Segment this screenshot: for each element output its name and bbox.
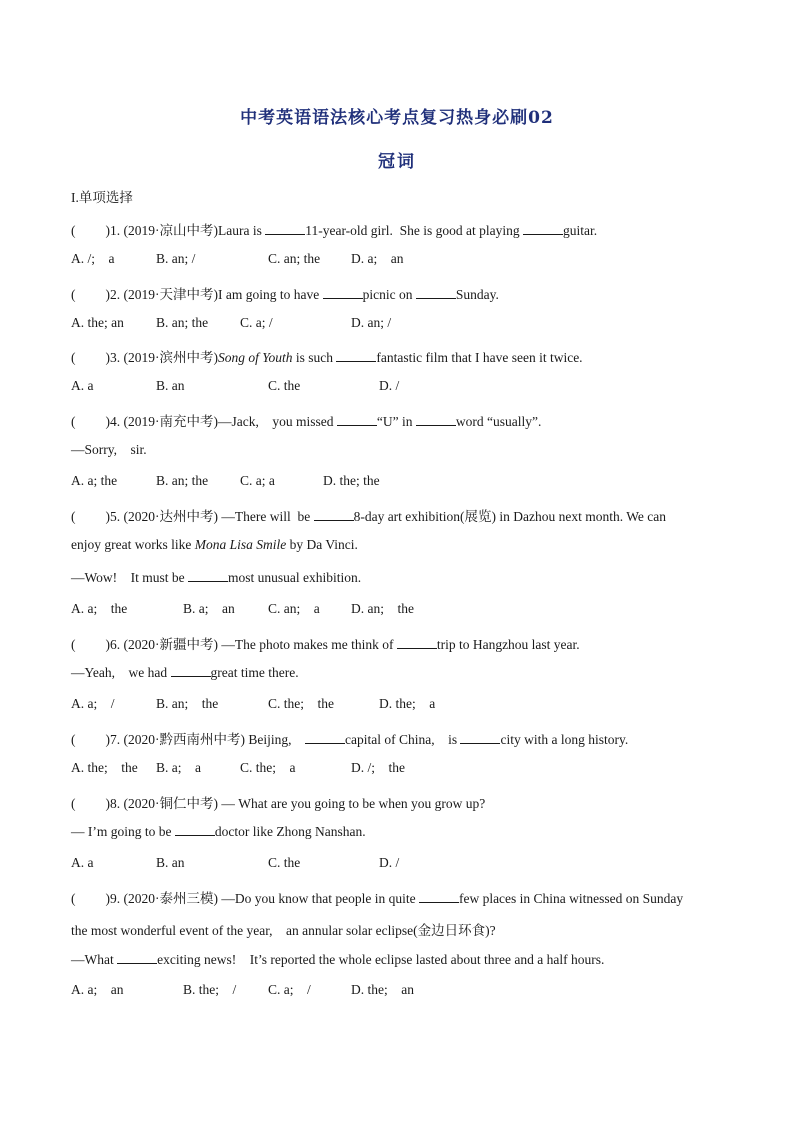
option-a[interactable]: A. a; an xyxy=(71,982,124,997)
option-a[interactable]: A. the; an xyxy=(71,315,124,330)
option-c[interactable]: C. the xyxy=(268,855,301,870)
question-9-options xyxy=(71,982,731,998)
option-b[interactable]: B. an; the xyxy=(156,473,209,488)
answer-blank[interactable] xyxy=(419,890,459,903)
option-a[interactable]: A. a xyxy=(71,855,94,870)
option-d[interactable]: D. a; an xyxy=(351,251,404,266)
option-b[interactable]: B. an; the xyxy=(156,696,219,711)
option-c[interactable]: C. an; a xyxy=(268,601,320,616)
question-6-options xyxy=(71,696,731,712)
answer-blank[interactable] xyxy=(171,664,211,677)
option-a[interactable]: A. a; the xyxy=(71,601,128,616)
question-4-reply: —Sorry, sir. xyxy=(71,442,147,457)
question-5-reply: —Wow! It must be most unusual exhibition. xyxy=(71,570,362,585)
question-9: ( )9. (2020·泰州三模) —Do you know that people in quite few places in China witnessed on Sunday xyxy=(71,891,684,906)
question-4: ( )4. (2019·南充中考)—Jack, you missed “U” in word “usually”. xyxy=(71,414,542,429)
question-4-options xyxy=(71,473,731,489)
option-b[interactable]: B. an xyxy=(156,855,185,870)
answer-blank[interactable] xyxy=(460,731,500,744)
answer-blank[interactable] xyxy=(305,731,345,744)
film-title: Song of Youth xyxy=(217,350,293,365)
option-c[interactable]: C. the; a xyxy=(240,760,296,775)
option-b[interactable]: B. a; a xyxy=(156,760,201,775)
option-a[interactable]: A. /; a xyxy=(71,251,115,266)
question-2: ( )2. (2019·天津中考)I am going to have picnic on Sunday. xyxy=(71,287,499,302)
option-a[interactable]: A. a; / xyxy=(71,696,115,711)
option-b[interactable]: B. an; the xyxy=(156,315,209,330)
answer-blank[interactable] xyxy=(188,569,228,582)
option-d[interactable]: D. /; the xyxy=(351,760,405,775)
question-2-options xyxy=(71,315,731,331)
answer-blank[interactable] xyxy=(416,286,456,299)
option-c[interactable]: C. a; / xyxy=(240,315,273,330)
page-title: 中考英语语法核心考点复习热身必刷02 xyxy=(240,108,554,128)
question-8-options xyxy=(71,855,731,871)
question-6: ( )6. (2020·新疆中考) —The photo makes me think of trip to Hangzhou last year. xyxy=(71,637,580,652)
answer-blank[interactable] xyxy=(323,286,363,299)
answer-blank[interactable] xyxy=(314,508,354,521)
question-1: ( )1. (2019·凉山中考)Laura is 11-year-old girl. She is good at playing guitar. xyxy=(71,223,598,238)
question-5: ( )5. (2020·达州中考) —There will be 8-day art exhibition(展览) in Dazhou next month. We can xyxy=(71,509,667,524)
question-3-options xyxy=(71,378,731,394)
option-d[interactable]: D. an; the xyxy=(351,601,414,616)
question-5-line-2: enjoy great works like Mona Lisa Smile by Da Vinci. xyxy=(71,537,358,552)
option-c[interactable]: C. a; a xyxy=(240,473,275,488)
option-d[interactable]: D. / xyxy=(379,378,400,393)
question-7-options xyxy=(71,760,731,776)
answer-blank[interactable] xyxy=(397,636,437,649)
option-c[interactable]: C. a; / xyxy=(268,982,311,997)
film-title: Mona Lisa Smile xyxy=(194,537,287,552)
option-c[interactable]: C. the; the xyxy=(268,696,334,711)
question-3: ( )3. (2019·滨州中考)Song of Youth is such fantastic film that I have seen it twice. xyxy=(71,350,583,365)
option-a[interactable]: A. a xyxy=(71,378,94,393)
option-d[interactable]: D. / xyxy=(379,855,400,870)
question-1-options xyxy=(71,251,731,267)
option-d[interactable]: D. the; a xyxy=(379,696,436,711)
question-7: ( )7. (2020·黔西南州中考) Beijing, capital of China, is city with a long history. xyxy=(71,732,629,747)
answer-paren-open: ( xyxy=(71,223,76,238)
option-a[interactable]: A. a; the xyxy=(71,473,118,488)
option-a[interactable]: A. the; the xyxy=(71,760,138,775)
option-b[interactable]: B. a; an xyxy=(183,601,235,616)
question-5-options xyxy=(71,601,731,617)
option-d[interactable]: D. the; the xyxy=(323,473,380,488)
section-heading: I.单项选择 xyxy=(71,190,133,205)
answer-blank[interactable] xyxy=(175,823,215,836)
answer-blank[interactable] xyxy=(337,413,377,426)
question-6-reply: —Yeah, we had great time there. xyxy=(71,665,299,680)
option-b[interactable]: B. an; / xyxy=(156,251,196,266)
page-subtitle: 冠词 xyxy=(378,152,416,172)
answer-blank[interactable] xyxy=(523,222,563,235)
answer-blank[interactable] xyxy=(117,951,157,964)
question-8-reply: — I’m going to be doctor like Zhong Nanshan. xyxy=(71,824,366,839)
option-d[interactable]: D. the; an xyxy=(351,982,414,997)
answer-blank[interactable] xyxy=(265,222,305,235)
question-9-reply: —What exciting news! It’s reported the whole eclipse lasted about three and a half hours. xyxy=(71,952,605,967)
question-8: ( )8. (2020·铜仁中考) — What are you going to be when you grow up? xyxy=(71,796,486,811)
option-c[interactable]: C. the xyxy=(268,378,301,393)
answer-blank[interactable] xyxy=(336,349,376,362)
option-b[interactable]: B. the; / xyxy=(183,982,237,997)
option-c[interactable]: C. an; the xyxy=(268,251,321,266)
option-b[interactable]: B. an xyxy=(156,378,185,393)
option-d[interactable]: D. an; / xyxy=(351,315,392,330)
answer-blank[interactable] xyxy=(416,413,456,426)
question-9-line-2: the most wonderful event of the year, an annular solar eclipse(金边日环食)? xyxy=(71,923,496,938)
